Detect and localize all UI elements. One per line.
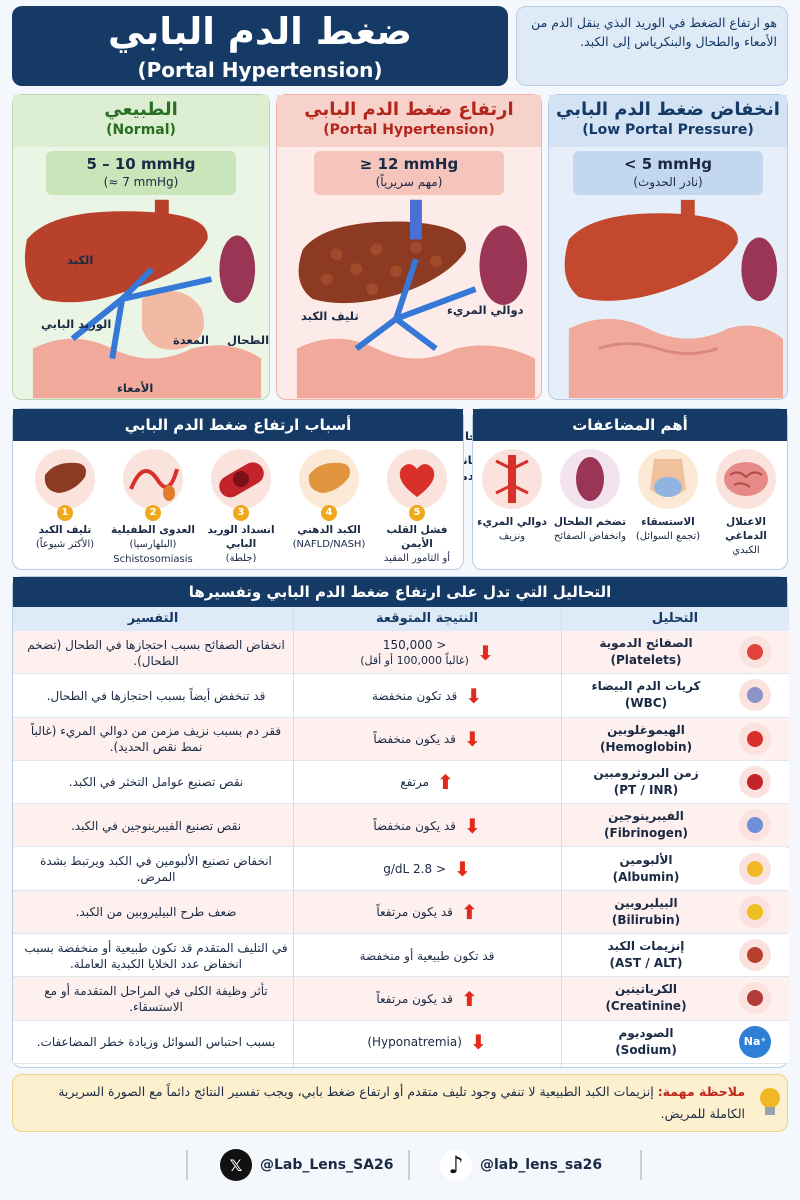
complication-sub-4: الكبدي	[732, 545, 760, 556]
test-result: قد تكون طبيعية أو منخفضة	[359, 948, 495, 963]
title-banner	[12, 6, 508, 86]
ascites-abdomen-icon	[638, 449, 698, 509]
state-normal-panel	[12, 94, 270, 400]
column-divider	[293, 607, 294, 1069]
test-result: قد يكون مرتفعاً	[376, 991, 453, 1006]
test-name-ar: الصفائح الدموية	[599, 636, 693, 650]
note-text: إنزيمات الكبد الطبيعية لا تنفي وجود تليف متقدم أو ارتفاع ضغط بابي، ويجب تفسير النتائج دائماً مع الصورة السريرية الكاملة للمريض.	[58, 1084, 745, 1121]
table-row	[13, 891, 789, 934]
test-name-en: (Sodium)	[615, 1042, 677, 1057]
cause-number-2: 2	[145, 505, 161, 521]
test-explanation: انخفاض تصنيع الألبومين في الكبد ويرتبط بشدة المرض.	[40, 854, 272, 884]
cause-item-5	[373, 445, 461, 569]
low-pressure-liver-illustration	[549, 199, 787, 399]
definition-text: هو ارتفاع الضغط في الوريد البذي ينقل الدم من الأمعاء والطحال والبنكرياس إلى الكبد.	[531, 15, 777, 49]
footer	[0, 1140, 800, 1196]
header-result: النتيجة المتوقعة	[293, 607, 561, 631]
rbc-icon	[739, 723, 771, 755]
x-handle: @Lab_Lens_SA26	[260, 1157, 394, 1173]
cause-sub-2: (البلهارسيا)	[129, 539, 177, 550]
state-high-value-box	[314, 151, 504, 195]
causes-panel	[12, 408, 464, 570]
complication-label-3: الاستسقاء	[641, 516, 695, 528]
arrow-down-icon: ⬇	[463, 727, 481, 752]
test-name-ar: إنزيمات الكبد	[607, 939, 685, 954]
cause-label-2: العدوى الطفيلية	[111, 524, 195, 536]
wbc-icon	[739, 679, 771, 711]
table-row	[13, 934, 789, 977]
test-result-sub: (غالباً 100,000 أو أقل)	[360, 653, 469, 667]
test-name-en: (PT / INR)	[613, 782, 679, 797]
state-low-title: انخفاض ضغط الدم البابي	[556, 99, 780, 120]
test-name-en: (Bilirubin)	[611, 912, 681, 927]
x-logo-icon: 𝕏	[220, 1149, 252, 1181]
test-result: < 2.8 g/dL	[383, 862, 446, 876]
arrow-down-icon: ⬇	[465, 683, 483, 708]
state-normal-title-en: (Normal)	[106, 122, 176, 138]
footer-separator	[640, 1150, 642, 1180]
label-cirrhosis: تليف الكبد	[301, 309, 359, 323]
cause-number-5: 5	[409, 505, 425, 521]
test-explanation: فقر دم بسبب نزيف مزمن من دوالي المريء (غالباً نمط نقص الحديد).	[30, 724, 282, 755]
complication-item-3	[629, 445, 707, 569]
test-explanation: في التليف المتقدم قد تكون طبيعية أو منخفضة بسبب انخفاض عدد الخلايا الكبدية العاملة.	[24, 940, 288, 971]
platelets-icon	[739, 636, 771, 668]
page-subtitle: (Portal Hypertension)	[137, 58, 383, 82]
cause-number-1: 1	[57, 505, 73, 521]
page-title: ضغط الدم البابي	[108, 10, 412, 53]
state-low-title-en: (Low Portal Pressure)	[582, 122, 754, 138]
label-stomach: المعدة	[173, 333, 209, 347]
cause-number-4: 4	[321, 505, 337, 521]
complication-sub-2: وانخفاض الصفائح	[553, 531, 627, 542]
arrow-up-icon: ⬆	[460, 986, 478, 1011]
tiktok-account-link[interactable]	[440, 1148, 602, 1182]
varices-icon	[482, 449, 542, 509]
header-test: التحليل	[561, 607, 789, 631]
complication-item-2	[551, 445, 629, 569]
sodium-icon	[739, 1026, 771, 1058]
column-divider	[561, 607, 562, 1069]
test-name-ar: الكرياتينين	[614, 982, 678, 997]
state-high-panel	[276, 94, 542, 400]
state-high-header	[277, 95, 541, 147]
test-explanation: بسبب احتباس السوائل وزيادة خطر المضاعفات.	[36, 1035, 276, 1050]
table-row	[13, 1021, 789, 1064]
footer-separator	[408, 1150, 410, 1180]
test-name-ar: الصوديوم	[618, 1025, 674, 1040]
cause-sub-4: (NAFLD/NASH)	[292, 539, 366, 550]
test-name-en: (WBC)	[624, 696, 668, 711]
arrow-up-icon: ⬆	[460, 900, 478, 925]
test-explanation: انخفاض الصفائح بسبب احتجازها في الطحال (تضخم الطحال).	[27, 637, 285, 668]
state-low-value-box	[573, 151, 763, 195]
state-low-panel	[548, 94, 788, 400]
important-note	[12, 1074, 788, 1132]
arrow-down-icon: ⬇	[463, 813, 481, 838]
label-varices: دوالي المريء	[447, 303, 524, 317]
cause-sub-3: (جلطة)	[225, 553, 257, 564]
complication-sub-3: (تجمع السوائل)	[635, 531, 701, 542]
cirrhotic-liver-illustration	[277, 199, 541, 399]
lightbulb-icon	[757, 1085, 783, 1121]
test-name-ar: كريات الدم البيضاء	[591, 679, 701, 694]
tests-title: التحاليل التي تدل على ارتفاع ضغط الدم البابي وتفسيرها	[13, 577, 787, 607]
complication-item-1	[473, 445, 551, 569]
arrow-down-icon: ⬇	[469, 1030, 487, 1055]
state-high-title: ارتفاع ضغط الدم البابي	[304, 99, 514, 120]
cause-sub-5: أو التامور المقيد	[383, 553, 451, 564]
test-name-en: (Albumin)	[612, 869, 680, 884]
state-high-value: ≥ 12 mmHg	[359, 155, 459, 173]
complications-title: أهم المضاعفات	[473, 409, 787, 441]
test-result: < 150,000	[382, 637, 447, 652]
test-result: قد تكون منخفضة	[371, 688, 458, 703]
state-normal-value: 5 – 10 mmHg	[86, 155, 196, 173]
test-result: قد يكون مرتفعاً	[376, 905, 453, 920]
complication-item-4	[707, 445, 785, 569]
label-portal-vein: الوريد البابي	[41, 317, 112, 331]
tiktok-logo-icon: ♪	[440, 1149, 472, 1181]
table-row	[13, 848, 789, 891]
cause-item-1	[21, 445, 109, 569]
cause-sub2-2: Schistosomiasis	[113, 554, 193, 565]
test-result: مرتفع	[400, 775, 430, 790]
header-explanation: التفسير	[13, 607, 293, 631]
cause-sub-1: (الأكثر شيوعاً)	[35, 539, 95, 550]
sodium-symbol: Na⁺	[743, 1035, 767, 1049]
spleen-icon	[560, 449, 620, 509]
table-row	[13, 674, 789, 717]
complication-label-4: الاعتلال الدماغي	[725, 516, 767, 542]
table-row	[13, 761, 789, 804]
fibrin-icon	[739, 809, 771, 841]
state-normal-value-box	[46, 151, 236, 195]
label-spleen: الطحال	[227, 333, 270, 347]
state-normal-title: الطبيعي	[104, 99, 178, 120]
test-name-ar: زمن البروثرومبين	[593, 765, 699, 780]
test-result: قد يكون منخفضاً	[373, 732, 456, 747]
arrow-down-icon: ⬇	[454, 857, 471, 881]
footer-separator	[186, 1150, 188, 1180]
cause-label-4: الكبد الدهني	[297, 524, 361, 536]
albumin-icon	[739, 853, 771, 885]
cause-label-5: فشل القلب الأيمن	[386, 524, 448, 550]
arrow-down-icon: ⬇	[476, 640, 494, 665]
vein-clot-icon	[211, 449, 271, 509]
state-normal-sub: (≈ 7 mmHg)	[103, 175, 179, 189]
table-row	[13, 977, 789, 1020]
cause-number-3: 3	[233, 505, 249, 521]
tests-table	[12, 576, 788, 1068]
table-row	[13, 718, 789, 761]
state-low-sub: (نادر الحدوث)	[633, 175, 703, 189]
cirrhosis-liver-icon	[35, 449, 95, 509]
tube-icon	[739, 766, 771, 798]
bilirubin-icon	[739, 896, 771, 928]
tiktok-handle: @lab_lens_sa26	[480, 1157, 603, 1173]
state-low-header	[549, 95, 787, 147]
test-explanation: نقص تصنيع عوامل التخثر في الكبد.	[68, 775, 244, 790]
cause-label-3: انسداد الوريد البابي	[207, 524, 275, 550]
table-row	[13, 631, 789, 674]
definition-box	[516, 6, 788, 86]
table-row	[13, 804, 789, 847]
test-name-en: (Hemoglobin)	[599, 739, 693, 754]
test-explanation: قد تنخفض أيضاً بسبب احتجازها في الطحال.	[46, 688, 266, 703]
state-high-sub: (مهم سريرياً)	[375, 175, 443, 189]
cause-item-4	[285, 445, 373, 569]
kidney-icon	[739, 982, 771, 1014]
complication-label-2: تضخم الطحال	[553, 516, 627, 528]
heart-icon	[387, 449, 447, 509]
state-high-title-en: (Portal Hypertension)	[323, 122, 495, 138]
complication-sub-1: ونزيف	[498, 531, 526, 542]
test-name-en: (AST / ALT)	[609, 956, 683, 971]
test-explanation: تأثر وظيفة الكلى في المراحل المتقدمة أو مع الاستسقاء.	[44, 983, 268, 1014]
test-name-en: (Fibrinogen)	[604, 826, 688, 841]
test-result: (Hyponatremia)	[367, 1035, 462, 1050]
cause-item-2	[109, 445, 197, 569]
cause-item-3	[197, 445, 285, 569]
note-label: ملاحظة مهمة:	[657, 1084, 745, 1099]
fatty-liver-icon	[299, 449, 359, 509]
test-name-ar: الفيبرينوجين	[608, 809, 684, 824]
normal-liver-illustration	[13, 199, 269, 399]
x-account-link[interactable]	[220, 1148, 394, 1182]
test-name-ar: الهيموغلوبين	[607, 722, 685, 737]
test-explanation: ضعف طرح البيليروبين من الكبد.	[75, 905, 237, 920]
schistosoma-icon	[123, 449, 183, 509]
complication-label-1: دوالي المريء	[477, 516, 547, 528]
brain-icon	[716, 449, 776, 509]
causes-title: أسباب ارتفاع ضغط الدم البابي	[13, 409, 463, 441]
test-name-ar: الألبومين	[619, 852, 673, 867]
label-liver: الكبد	[67, 253, 94, 267]
arrow-up-icon: ⬆	[437, 770, 454, 795]
test-result: قد يكون منخفضاً	[373, 818, 456, 833]
cause-label-1: تليف الكبد	[38, 524, 92, 536]
label-intestines: الأمعاء	[117, 381, 154, 395]
test-name-en: (Creatinine)	[605, 999, 687, 1014]
state-normal-header	[13, 95, 269, 147]
liver-icon	[739, 939, 771, 971]
state-low-value: < 5 mmHg	[623, 155, 712, 173]
test-name-ar: البيليروبين	[614, 895, 678, 910]
test-name-en: (Platelets)	[610, 653, 682, 667]
complications-panel	[472, 408, 788, 570]
test-explanation: نقص تصنيع الفيبرينوجين في الكبد.	[70, 818, 242, 833]
